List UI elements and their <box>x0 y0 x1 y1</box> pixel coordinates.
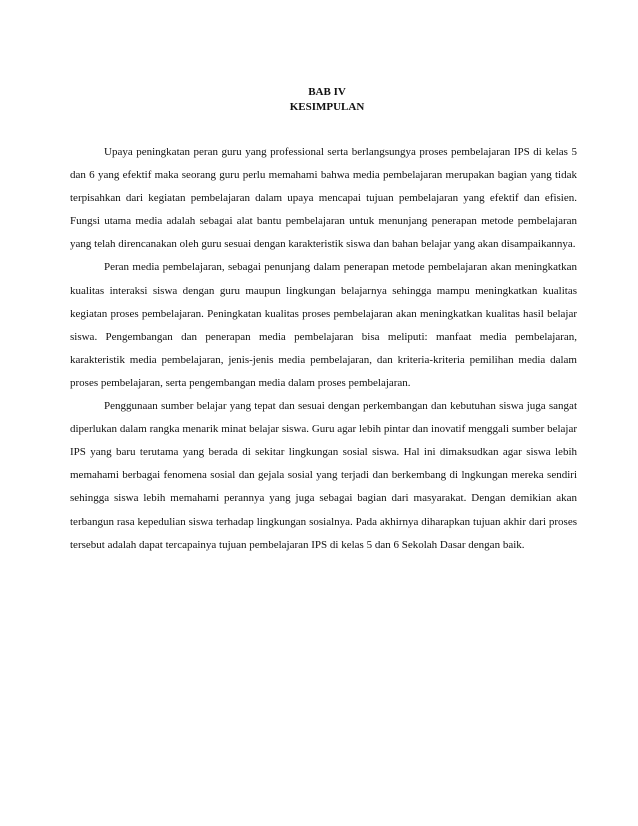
document-body <box>70 141 577 557</box>
paragraph-1: Upaya peningkatan peran guru yang professional serta berlangsungya proses pembelajaran IPS di kelas 5 dan 6 yang efektif maka seorang guru perlu memahami bahwa media pembelajaran merupakan bagian yang tidak terpisahkan dari kegiatan pembelajaran dalam upaya mencapai tujuan pembelajaran yang efektif dan efisien. Fungsi utama media adalah sebagai alat bantu pembelajaran untuk menunjang penerapan metode pembelajaran yang telah direncanakan oleh guru sesuai dengan karakteristik siswa dan bahan belajar yang akan disampaikannya. <box>70 146 577 251</box>
paragraph-2: Peran media pembelajaran, sebagai penunjang dalam penerapan metode pembelajaran akan meningkatkan kualitas interaksi siswa dengan guru maupun lingkungan belajarnya sehingga mampu meningkatkan kualitas kegiatan proses pembelajaran. Peningkatan kualitas proses pembelajaran akan meningkatkan kualitas hasil belajar siswa. Pengembangan dan penerapan media pembelajaran bisa meliputi: manfaat media pembelajaran, karakteristik media pembelajaran, jenis-jenis media pembelajaran, dan kriteria-kriteria pemilihan media dalam proses pembelajaran, serta pengembangan media dalam proses pembelajaran. <box>70 261 577 389</box>
chapter-title: KESIMPULAN <box>289 101 365 113</box>
chapter-heading: BAB IV <box>308 86 346 98</box>
paragraph-3: Penggunaan sumber belajar yang tepat dan sesuai dengan perkembangan dan kebutuhan siswa juga sangat diperlukan dalam rangka menarik minat belajar siswa. Guru agar lebih pintar dan inovatif menggali sumber belajar IPS yang baru terutama yang berada di sekitar lingkungan sosial siswa. Hal ini dimaksudkan agar siswa lebih memahami berbagai fenomena sosial dan gejala sosial yang terjadi dan berkembang di lngkungan mereka sendiri sehingga siswa lebih memahami perannya yang juga sebagai bagian dari masyarakat. Dengan demikian akan terbangun rasa kepedulian siswa terhadap lingkungan sosialnya. Pada akhirnya diharapkan tujuan akhir dari proses tersebut adalah dapat tercapainya tujuan pembelajaran IPS di kelas 5 dan 6 Sekolah Dasar dengan baik. <box>70 400 577 551</box>
